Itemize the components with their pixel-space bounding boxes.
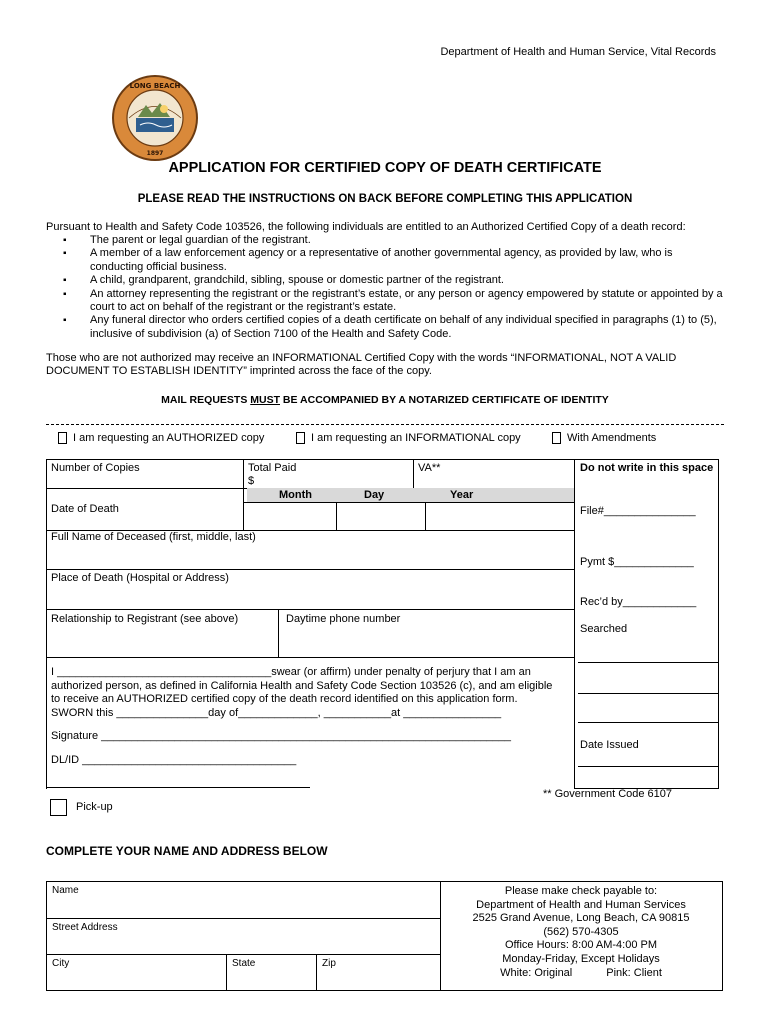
- total-paid-label: Total Paid: [248, 462, 297, 474]
- name-label: Name: [52, 885, 79, 896]
- va-field[interactable]: [414, 474, 574, 488]
- daytime-phone-label: Daytime phone number: [286, 613, 401, 625]
- city-seal-logo: [112, 75, 198, 161]
- office-line: [578, 693, 719, 694]
- government-code-note: ** Government Code 6107: [543, 788, 673, 800]
- zip-label: Zip: [322, 958, 336, 969]
- sworn-statement: I ___________________________________swear (or affirm) under penalty of perjury that I am an authorized person, as defined in California Health and Safety Code Section 103526 (c), and am eligible to receive an AUTHORIZED certified copy of the death record identified on this application form. SWORN this _______________day of_____________, ___________at ________________ Signature ___________________________________________________________________ DL/ID ___________________________________: [51, 666, 561, 768]
- date-of-death-label: Date of Death: [51, 503, 119, 515]
- office-use-heading: Do not write in this space: [580, 462, 714, 474]
- amendments-option[interactable]: With Amendments: [552, 432, 656, 444]
- form-subtitle: PLEASE READ THE INSTRUCTIONS ON BACK BEFORE COMPLETING THIS APPLICATION: [137, 193, 633, 205]
- death-day-field[interactable]: [337, 503, 425, 530]
- payment-label: Pymt $_____________: [580, 556, 694, 568]
- street-address-label: Street Address: [52, 922, 118, 933]
- informational-option[interactable]: I am requesting an INFORMATIONAL copy: [296, 432, 521, 444]
- relationship-label: Relationship to Registrant (see above): [51, 613, 239, 625]
- death-year-field[interactable]: [426, 503, 574, 530]
- svg-text:LONG BEACH: LONG BEACH: [129, 82, 181, 90]
- daytime-phone-field[interactable]: [279, 628, 574, 657]
- amendments-checkbox[interactable]: [552, 432, 561, 444]
- dollar-sign: $: [248, 475, 255, 487]
- mail-notice: MAIL REQUESTS MUST BE ACCOMPANIED BY A NOTARIZED CERTIFICATE OF IDENTITY: [161, 394, 609, 406]
- informational-checkbox[interactable]: [296, 432, 305, 444]
- list-item: ▪ A child, grandparent, grandchild, sibling, spouse or domestic partner of the registrant.: [63, 274, 723, 287]
- number-of-copies-label: Number of Copies: [51, 462, 140, 474]
- name-field[interactable]: [47, 898, 440, 918]
- list-item: ▪ A member of a law enforcement agency or a representative of another governmental agency, as provided by law, who is conducting official business.: [63, 247, 723, 274]
- divider: [46, 424, 724, 425]
- file-number-label: File#_______________: [580, 505, 696, 517]
- number-of-copies-field[interactable]: [47, 476, 243, 488]
- form-title: APPLICATION FOR CERTIFIED COPY OF DEATH CERTIFICATE: [168, 160, 602, 176]
- total-paid-field[interactable]: [258, 476, 412, 488]
- informational-note: Those who are not authorized may receive an INFORMATIONAL Certified Copy with the words “INFORMATIONAL, NOT A VALID DOCUMENT TO ESTABLISH IDENTITY” imprinted across the face of the copy.: [46, 352, 677, 378]
- office-line: [578, 766, 719, 767]
- list-item: ▪ Any funeral director who orders certified copies of a death certificate on behalf of any individual specified in paragraphs (1) to (5), inclusive of subdivision (a) of Section 7100 of the Health and Safety Code.: [63, 314, 723, 341]
- svg-text:1897: 1897: [146, 150, 164, 157]
- list-item: ▪ An attorney representing the registrant or the registrant’s estate, or any person or agency empowered by statute or appointed by a court to act on behalf of the registrant or the registrant’s estate.: [63, 288, 723, 315]
- relationship-field[interactable]: [47, 628, 278, 657]
- zip-field[interactable]: [317, 971, 440, 990]
- sworn-date-line[interactable]: SWORN this _______________day of_____________, ___________at ________________: [51, 706, 502, 719]
- va-label: VA**: [418, 462, 441, 474]
- list-item: ▪ The parent or legal guardian of the registrant.: [63, 234, 723, 247]
- place-of-death-field[interactable]: [47, 587, 574, 609]
- department-header: Department of Health and Human Service, Vital Records: [440, 46, 716, 58]
- pickup-checkbox[interactable]: [50, 799, 67, 816]
- address-section-title: COMPLETE YOUR NAME AND ADDRESS BELOW: [46, 844, 328, 858]
- day-header: Day: [364, 489, 385, 501]
- office-line: [578, 662, 719, 663]
- month-header: Month: [279, 489, 312, 501]
- state-field[interactable]: [227, 971, 316, 990]
- intro-text: Pursuant to Health and Safety Code 103526, the following individuals are entitled to an Authorized Certified Copy of a death record:: [46, 221, 686, 233]
- state-label: State: [232, 958, 256, 969]
- searched-label: Searched: [580, 623, 628, 635]
- received-by-label: Rec’d by____________: [580, 596, 697, 608]
- city-label: City: [52, 958, 70, 969]
- death-month-field[interactable]: [244, 503, 336, 530]
- street-address-field[interactable]: [47, 935, 440, 954]
- authorized-checkbox[interactable]: [58, 432, 67, 444]
- authorized-option[interactable]: I am requesting an AUTHORIZED copy: [58, 432, 264, 444]
- copy-colors: White: Original Pink: Client: [500, 966, 662, 979]
- place-of-death-label: Place of Death (Hospital or Address): [51, 572, 229, 584]
- office-line: [578, 722, 719, 723]
- year-header: Year: [450, 489, 474, 501]
- city-field[interactable]: [47, 971, 226, 990]
- pickup-label: Pick-up: [76, 801, 113, 813]
- full-name-field[interactable]: [47, 546, 574, 569]
- payment-instructions: Please make check payable to: Department of Health and Human Services 2525 Grand Avenue, Long Beach, CA 90815 (562) 570-4305 Office Hours: 8:00 AM-4:00 PM Monday-Friday, Except Holidays White: Original Pink: Client: [440, 885, 722, 980]
- date-issued-label: Date Issued: [580, 739, 639, 751]
- full-name-label: Full Name of Deceased (first, middle, last): [51, 531, 256, 543]
- eligibility-list: [63, 234, 723, 341]
- dl-id-line[interactable]: DL/ID ___________________________________: [51, 753, 297, 766]
- signature-line[interactable]: Signature ___________________________________________________________________: [51, 730, 512, 743]
